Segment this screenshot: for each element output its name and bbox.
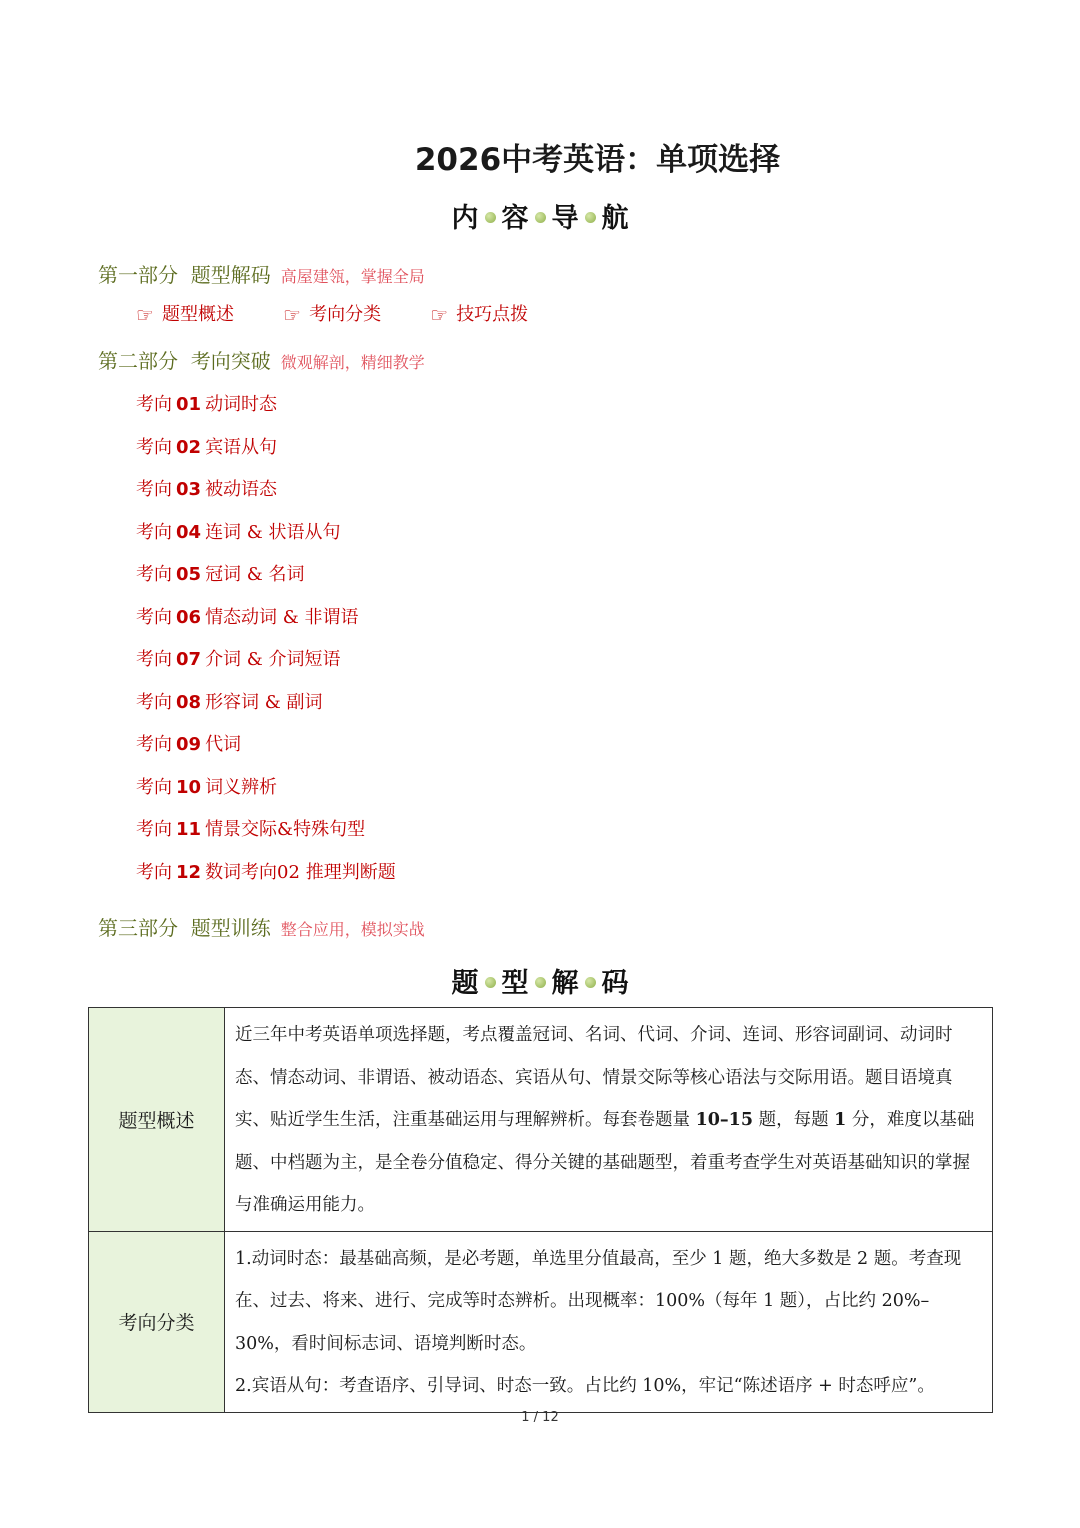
section-heading-char: 题 — [451, 968, 479, 999]
link-label: 考向分类 — [309, 304, 382, 325]
content-text: 近三年中考英语单项选择题，考点覆盖冠词、名词、代词、介词、连词、形容词副词、动词时态、情态动词、非谓语、被动语态、宾语从句、情景交际等核心语法与交际用语。题目语境真实、贴近学生生活，注重基础运用与理解辨析。每套卷题量 — [235, 1025, 953, 1130]
toc-item[interactable] — [136, 730, 396, 773]
toc-prefix: 考向 — [136, 606, 172, 628]
toc-prefix: 考向 — [136, 649, 172, 670]
toc-number: 04 — [176, 521, 202, 543]
toc-number: 01 — [176, 394, 202, 415]
toc-name: 连词 & 状语从句 — [205, 521, 341, 543]
part-subtitle: 高屋建瓴，掌握全局 — [280, 267, 425, 286]
document-title: 2026中考英语：单项选择 — [414, 142, 781, 178]
section-heading-char: 解 — [551, 968, 579, 999]
toc-number: 09 — [176, 734, 202, 755]
nav-heading-char: 导 — [551, 203, 579, 234]
toc-name: 形容词 & 副词 — [205, 691, 323, 713]
page-number: 1 / 12 — [521, 1410, 559, 1425]
toc-number: 05 — [176, 564, 202, 585]
content-text: 题，每题 — [753, 1110, 835, 1130]
toc-name: 介词 & 介词短语 — [205, 649, 341, 670]
toc-prefix: 考向 — [136, 564, 172, 585]
toc-prefix: 考向 — [136, 734, 172, 755]
toc-number: 06 — [176, 606, 202, 628]
toc-item[interactable] — [136, 773, 396, 816]
part-one-links — [136, 300, 572, 327]
row-content — [225, 1008, 993, 1232]
part-subtitle: 微观解剖，精细教学 — [280, 353, 425, 372]
link-categories[interactable] — [283, 300, 381, 327]
nav-heading-char: 内 — [451, 203, 479, 234]
part-two-heading — [98, 345, 425, 374]
section-heading — [0, 961, 1080, 1000]
pointing-hand-icon: ☞ — [283, 303, 302, 327]
content-bold: 1 — [834, 1110, 847, 1130]
toc-name: 冠词 & 名词 — [205, 564, 305, 585]
part-one-heading — [98, 259, 425, 288]
green-dot-icon — [535, 977, 546, 988]
info-table — [88, 1007, 993, 1413]
part-label: 第一部分 题型解码 — [98, 263, 271, 287]
part-three-heading — [98, 912, 425, 941]
nav-heading-char: 容 — [501, 203, 529, 234]
table-row — [89, 1231, 993, 1412]
toc-number: 08 — [176, 691, 202, 713]
toc-item[interactable] — [136, 518, 396, 561]
toc-item[interactable] — [136, 645, 396, 688]
toc-prefix: 考向 — [136, 479, 172, 500]
nav-heading-char: 航 — [601, 203, 629, 234]
toc-number: 12 — [176, 861, 202, 883]
part-label: 第三部分 题型训练 — [98, 916, 271, 940]
green-dot-icon — [485, 977, 496, 988]
table-row — [89, 1008, 993, 1232]
toc-item[interactable] — [136, 815, 396, 858]
link-tips[interactable] — [430, 300, 528, 327]
toc-name: 宾语从句 — [205, 436, 278, 458]
toc-prefix: 考向 — [136, 436, 172, 458]
toc-item[interactable] — [136, 858, 396, 901]
green-dot-icon — [485, 212, 496, 223]
row-label: 题型概述 — [89, 1008, 225, 1232]
toc-name: 动词时态 — [205, 394, 278, 415]
toc-name: 情态动词 & 非谓语 — [205, 606, 359, 628]
content-text: 分，难度以基础题、中档题为主，是全卷分值稳定、得分关键的基础题型，着重考查学生对英语基础知识的掌握与准确运用能力。 — [235, 1110, 975, 1215]
toc-prefix: 考向 — [136, 691, 172, 713]
toc-list — [136, 390, 396, 900]
green-dot-icon — [535, 212, 546, 223]
toc-prefix: 考向 — [136, 394, 172, 415]
toc-name: 被动语态 — [205, 479, 278, 500]
green-dot-icon — [585, 212, 596, 223]
section-heading-char: 码 — [601, 968, 629, 999]
toc-item[interactable] — [136, 433, 396, 476]
toc-item[interactable] — [136, 475, 396, 518]
toc-name: 情景交际&特殊句型 — [205, 819, 366, 840]
content-text: 1.动词时态：最基础高频，是必考题，单选里分值最高，至少 1 题，绝大多数是 2 题。考查现在、过去、将来、进行、完成等时态辨析。出现概率：100%（每年 1 题），占比约 20%–30%，看时间标志词、语境判断时态。 — [235, 1248, 962, 1354]
toc-number: 07 — [176, 649, 202, 670]
green-dot-icon — [585, 977, 596, 988]
pointing-hand-icon: ☞ — [430, 303, 449, 327]
toc-name: 数词考向02 推理判断题 — [205, 861, 396, 883]
pointing-hand-icon: ☞ — [136, 303, 154, 327]
toc-prefix: 考向 — [136, 776, 172, 798]
toc-name: 代词 — [205, 734, 242, 755]
content-bold: 10–15 — [695, 1110, 754, 1130]
part-subtitle: 整合应用，模拟实战 — [280, 920, 425, 939]
toc-item[interactable] — [136, 688, 396, 731]
toc-number: 02 — [176, 436, 202, 458]
toc-number: 10 — [176, 776, 202, 798]
row-content — [225, 1231, 993, 1412]
row-label: 考向分类 — [89, 1231, 225, 1412]
content-text: 2.宾语从句：考查语序、引导词、时态一致。占比约 10%，牢记“陈述语序 + 时态呼应”。 — [235, 1376, 935, 1396]
link-label: 技巧点拨 — [456, 304, 529, 325]
link-label: 题型概述 — [162, 304, 234, 325]
toc-prefix: 考向 — [136, 861, 172, 883]
content-navigation-heading — [0, 196, 1080, 235]
link-overview[interactable] — [136, 300, 234, 327]
toc-item[interactable] — [136, 560, 396, 603]
toc-name: 词义辨析 — [205, 776, 278, 798]
toc-prefix: 考向 — [136, 521, 172, 543]
toc-number: 03 — [176, 479, 202, 500]
toc-prefix: 考向 — [136, 819, 172, 840]
toc-number: 11 — [176, 819, 202, 840]
section-heading-char: 型 — [501, 968, 529, 999]
part-label: 第二部分 考向突破 — [98, 349, 271, 373]
toc-item[interactable] — [136, 603, 396, 646]
toc-item[interactable] — [136, 390, 396, 433]
